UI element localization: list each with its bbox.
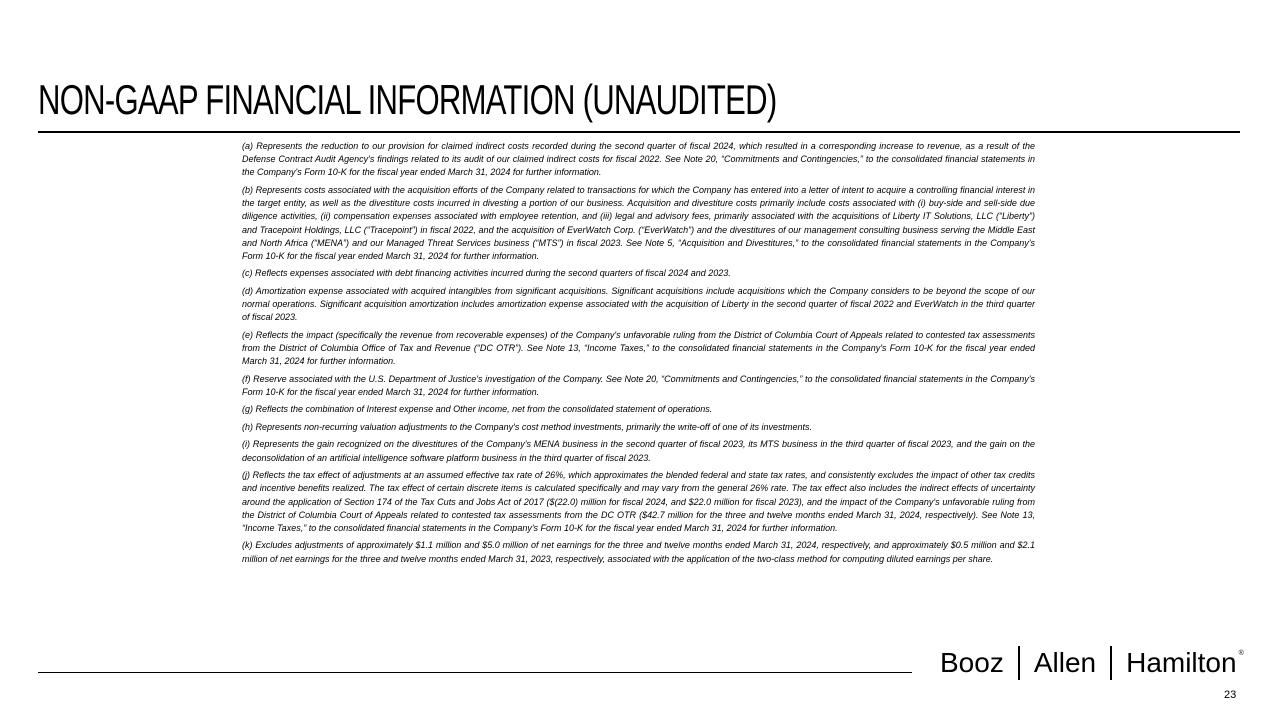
footnote-h: (h) Represents non-recurring valuation adjustments to the Company's cost method investments, primarily the write-off of one of its investments. [242,421,812,432]
title-divider [38,131,1240,133]
footnote-e: (e) Reflects the impact (specifically the revenue from recoverable expenses) of the Company's unfavorable ruling from the District of Columbia Court of Appeals related to contested tax assessments from the District of Columbia Office of Tax and Revenue (“DC OTR”). See Note 13, “Income Taxes,” to the consolidated financial statements in the Company's Form 10-K for the fiscal year ended March 31, 2024 for further information. [242,329,1035,367]
logo-word-allen: Allen [1033,647,1097,678]
logo-word-booz: Booz [940,647,1004,678]
footnote-b: (b) Represents costs associated with the acquisition efforts of the Company related to transactions for which the Company has entered into a letter of intent to acquire a controlling financial interest in the target entity, as well as the divestiture costs incurred in divesting a portion of our business. Acquisition and divestiture costs primarily include costs associated with (i) buy-side and sell-side due diligence activities, (ii) compensation expenses associated with employee retention, and (iii) legal and advisory fees, primarily associated with the acquisitions of Liberty IT Solutions, LLC (“Liberty”) and Tracepoint Holdings, LLC (“Tracepoint”) in fiscal 2022, and the acquisition of EverWatch Corp. (“EverWatch”) and the divestitures of our management consulting business serving the Middle East and North Africa (“MENA”) and our Managed Threat Services business (“MTS”) in fiscal 2023. See Note 5, “Acquisition and Divestitures,” to the consolidated financial statements in the Company's Form 10-K for the fiscal year ended March 31, 2024 for further information. [242,184,1035,261]
logo-word-hamilton: Hamilton [1126,647,1237,678]
footnote-c: (c) Reflects expenses associated with debt financing activities incurred during the second quarters of fiscal 2024 and 2023. [242,268,731,279]
footnote-g: (g) Reflects the combination of Interest expense and Other income, net from the consolidated statement of operations. [242,404,713,415]
footnote-a: (a) Represents the reduction to our provision for claimed indirect costs recorded during the second quarter of fiscal 2024, which resulted in a corresponding increase to revenue, as a result of the Defense Contract Audit Agency's findings related to its audit of our claimed indirect costs for fiscal 2022. See Note 20, “Commitments and Contingencies,” to the consolidated financial statements in the Company's Form 10-K for the fiscal year ended March 31, 2024 for further information. [242,141,1035,178]
slide-title: NON-GAAP FINANCIAL INFORMATION (UNAUDITED) [38,76,777,123]
registered-mark: ® [1238,650,1244,657]
footnote-i: (i) Represents the gain recognized on the divestitures of the Company's MENA business in the second quarter of fiscal 2023, its MTS business in the third quarter of fiscal 2023, and the gain on the deconsolidation of an artificial intelligence software platform business in the third quarter of fiscal 2023. [242,439,1035,463]
footnote-j: (j) Reflects the tax effect of adjustments at an assumed effective tax rate of 26%, which approximates the blended federal and state tax rates, and consistently excludes the impact of other tax credits and incentive benefits realized. The tax effect of certain discrete items is calculated specifically and may vary from the general 26% rate. The tax effect also includes the indirect effects of uncertainty around the application of Section 174 of the Tax Cuts and Jobs Act of 2017 ($(22.0) million for fiscal 2024, and $22.0 million for fiscal 2023), and the impact of the Company's unfavorable ruling from the District of Columbia Court of Appeals related to contested tax assessments from the DC OTR ($42.7 million for the three and twelve months ended March 31, 2024, respectively). See Note 13, “Income Taxes,” to the consolidated financial statements in the Company's Form 10-K for the fiscal year ended March 31, 2024 for further information. [242,470,1035,533]
logo-separator [1018,646,1020,680]
footnote-f: (f) Reserve associated with the U.S. Department of Justice's investigation of the Company. See Note 20, “Commitments and Contingencies,” to the consolidated financial statements in the Company's Form 10-K for the fiscal year ended March 31, 2024 for further information. [242,373,1035,397]
page-number: 23 [1224,689,1237,701]
company-logo [940,644,1244,682]
footnote-d: (d) Amortization expense associated with acquired intangibles from significant acquisitions. Significant acquisitions include acquisitions which the Company considers to be beyond the scope of our normal operations. Significant acquisition amortization includes amortization expense associated with the acquisition of Liberty in the second quarter of fiscal 2022 and EverWatch in the third quarter of fiscal 2023. [242,285,1035,323]
logo-separator [1110,646,1112,680]
footnotes-list [242,140,1035,570]
footer-divider [38,672,912,673]
footnote-k: (k) Excludes adjustments of approximately $1.1 million and $5.0 million of net earnings for the three and twelve months ended March 31, 2024, respectively, and approximately $0.5 million and $2.1 million of net earnings for the three and twelve months ended March 31, 2023, respectively, associated with the application of the two-class method for computing diluted earnings per share. [242,540,1035,564]
